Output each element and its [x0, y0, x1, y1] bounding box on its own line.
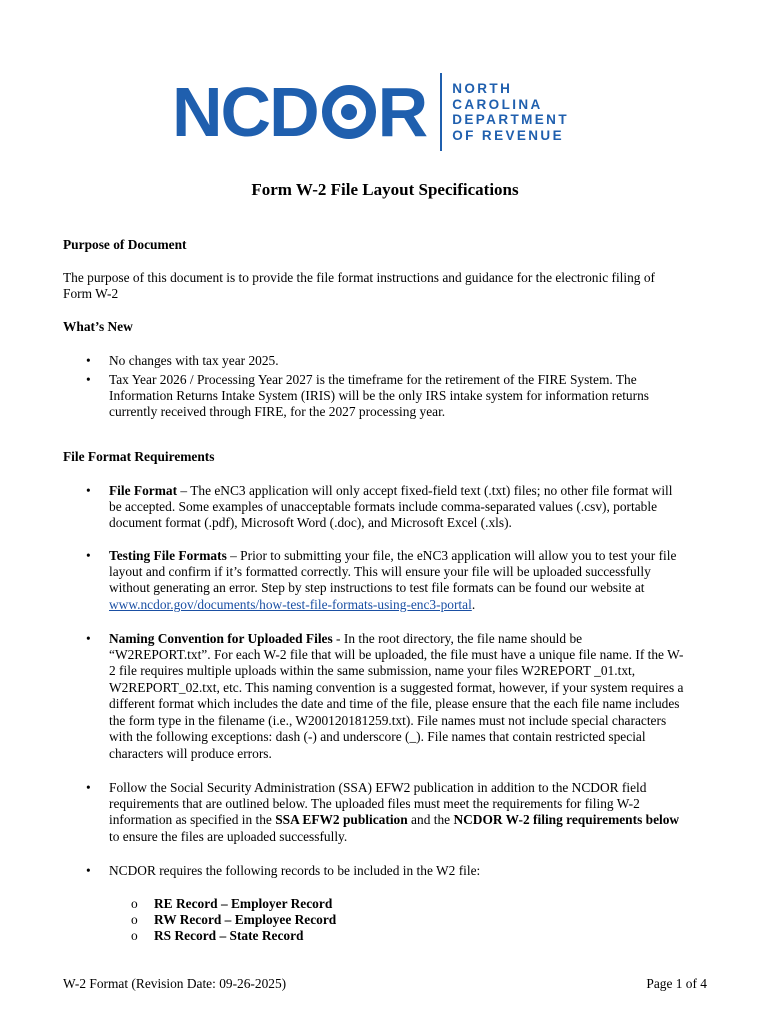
logo-line: DEPARTMENT	[452, 112, 569, 127]
naming-line: W2REPORT_02.txt, etc. This naming convention is a suggested format, however, if your system requires a	[109, 680, 684, 695]
naming-line: “W2REPORT.txt”. For each W-2 file that will be uploaded, the file must have a unique file name. If the W-	[109, 647, 684, 662]
test-file-formats-link[interactable]: www.ncdor.gov/documents/how-test-file-formats-using-enc3-portal	[109, 597, 472, 612]
file-format-line: be accepted. Some examples of unacceptable formats include comma-separated values (.csv), portable	[109, 499, 658, 514]
logo-line: NORTH	[452, 81, 513, 96]
bullet-icon: •	[86, 483, 91, 498]
footer-revision: W-2 Format (Revision Date: 09-26-2025)	[63, 976, 287, 991]
naming-line: with the following exceptions: dash (-) and underscore (_). File names that contain restricted special	[109, 729, 646, 744]
naming-label: Naming Convention for Uploaded Files	[109, 631, 333, 646]
records-intro: NCDOR requires the following records to be included in the W2 file:	[109, 863, 481, 878]
logo-divider	[440, 73, 442, 151]
sub-bullet-icon: o	[131, 912, 138, 927]
bullet-icon: •	[86, 372, 91, 387]
ssa-line: requirements that are outlined below. The uploaded files must meet the requirements for filing W-2	[109, 796, 640, 811]
logo-line: OF REVENUE	[452, 127, 564, 143]
page-title: Form W-2 File Layout Specifications	[251, 180, 519, 199]
logo-wordmark-left: NCD	[172, 73, 318, 151]
logo-wordmark-right: R	[377, 73, 427, 151]
logo-wordmark	[172, 73, 427, 151]
naming-line: characters will produce errors.	[109, 746, 272, 761]
purpose-line: Form W-2	[63, 286, 119, 301]
requirements-heading: File Format Requirements	[63, 449, 215, 464]
purpose-heading: Purpose of Document	[63, 237, 187, 252]
file-format-label: File Format	[109, 483, 178, 498]
bullet-icon: •	[86, 631, 91, 646]
ssa-text: and the	[407, 812, 454, 827]
sub-bullet-icon: o	[131, 928, 138, 943]
testing-line: layout and confirm if it’s formatted correctly. This will ensure your file will be uploaded successfully	[109, 564, 651, 579]
record-item: RE Record – Employer Record	[154, 896, 333, 911]
logo-line: CAROLINA	[452, 96, 543, 112]
bullet-icon: •	[86, 548, 91, 563]
whats-new-item-line: Information Returns Intake System (IRIS) will be the only IRS intake system for information returns	[109, 388, 649, 403]
whats-new-item-line: currently received through FIRE, for the 2027 processing year.	[109, 404, 446, 419]
record-item: RS Record – State Record	[154, 928, 304, 943]
whats-new-item-line: Tax Year 2026 / Processing Year 2027 is the timeframe for the retirement of the FIRE System. The	[109, 372, 637, 387]
logo-department-name	[452, 81, 569, 143]
testing-link-line	[109, 597, 709, 614]
naming-text: - In the root directory, the file name should be	[332, 631, 583, 646]
bullet-icon: •	[86, 780, 91, 795]
naming-line	[109, 631, 709, 648]
file-format-line: document format (.pdf), Microsoft Word (.doc), and Microsoft Excel (.xls).	[109, 515, 512, 530]
ssa-line: to ensure the files are uploaded successfully.	[109, 829, 348, 844]
testing-label: Testing File Formats	[109, 548, 227, 563]
testing-text: – Prior to submitting your file, the eNC3 application will allow you to test your file	[226, 548, 677, 563]
bullet-icon: •	[86, 353, 91, 368]
footer-page-number: Page 1 of 4	[646, 976, 707, 991]
sub-bullet-icon: o	[131, 896, 138, 911]
ncdor-logo	[172, 72, 569, 152]
logo-o-icon	[321, 84, 377, 140]
whats-new-item: No changes with tax year 2025.	[109, 353, 279, 368]
testing-line: without generating an error. Step by step instructions to test file formats can be found our website at	[109, 580, 645, 595]
ssa-text: information as specified in the	[109, 812, 276, 827]
whats-new-heading: What’s New	[63, 319, 133, 334]
ssa-efw2-emphasis: SSA EFW2 publication	[275, 812, 408, 827]
naming-line: the form type in the filename (i.e., W200120181259.txt). File names must not include special characters	[109, 713, 667, 728]
ssa-line	[109, 812, 709, 829]
testing-line	[109, 548, 709, 565]
file-format-text: – The eNC3 application will only accept fixed-field text (.txt) files; no other file format will	[177, 483, 673, 498]
bullet-icon: •	[86, 863, 91, 878]
link-suffix: .	[471, 597, 476, 612]
record-item: RW Record – Employee Record	[154, 912, 337, 927]
file-format-line	[109, 483, 709, 500]
ncdor-requirements-emphasis: NCDOR W-2 filing requirements below	[453, 812, 680, 827]
ssa-line: Follow the Social Security Administration (SSA) EFW2 publication in addition to the NCDOR field	[109, 780, 647, 795]
purpose-line: The purpose of this document is to provide the file format instructions and guidance for the electronic filing of	[63, 270, 655, 285]
naming-line: 2 file requires multiple uploads within the same submission, name your files W2REPORT _01.txt,	[109, 663, 636, 678]
naming-line: different format which includes the date and time of the file, please ensure that the each file name includes	[109, 696, 680, 711]
